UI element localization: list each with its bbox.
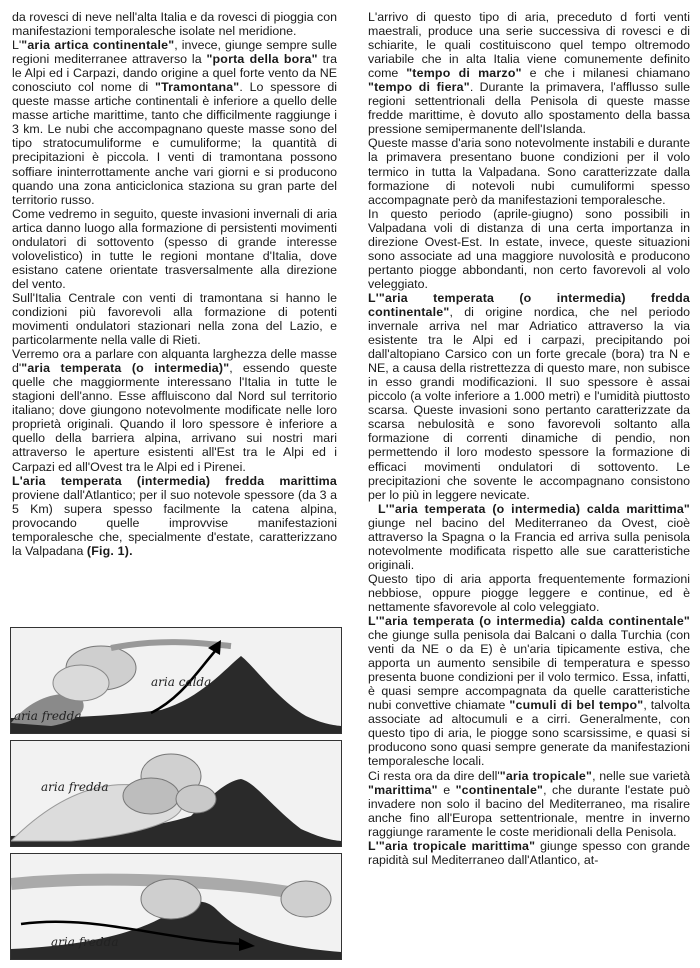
paragraph-text: Ci resta ora da dire dell': [368, 768, 500, 783]
paragraph-text: e: [437, 782, 456, 797]
paragraph-text: da rovesci di neve nell'alta Italia e da rovesci di pioggia con manifestazioni temporalesche isolate nel meridione.: [12, 10, 337, 39]
bold-term: "tempo di fiera": [368, 80, 470, 95]
label-aria-calda-1: aria calda: [151, 675, 212, 689]
bold-term: "porta della bora": [206, 52, 318, 67]
bold-term: L'"aria tropicale marittima": [368, 838, 536, 853]
right_column-paragraph: [368, 136, 690, 206]
paragraph-text: e che i milanesi chiamano: [521, 66, 691, 81]
right_column-paragraph: [368, 572, 690, 614]
paragraph-text: , nelle sue varietà: [592, 768, 690, 783]
left_column-paragraph: [12, 347, 337, 473]
right_column-paragraph: [368, 614, 690, 769]
left-column: [12, 10, 337, 558]
left_column-paragraph: [12, 38, 337, 207]
figure-1: [10, 627, 340, 960]
paragraph-text: L'arrivo di questo tipo di aria, preceduto d forti venti maestrali, produce una serie successiva di rovesci e di schiarite, le quali costituiscono quel tempo oltremodo variabile che in alta Italia viene comunemente definito come: [368, 10, 690, 81]
bold-term: "aria temperata (o intermedia)": [21, 361, 230, 376]
figure-panel-1: [10, 627, 342, 734]
bold-term: "aria tropicale": [499, 768, 593, 783]
bold-term: "cumuli di bel tempo": [509, 698, 644, 713]
paragraph-text: proviene dall'Atlantico; per il suo notevole spessore (da 3 a 5 Km) supera spesso facilmente la catena alpina, provocando quelle improvvise manifestazioni temporalesche che, specialmente d'estate, caratterizzano la Valpadana: [12, 487, 337, 558]
bold-term: "marittima": [368, 782, 438, 797]
left_column-paragraph: [12, 474, 337, 558]
paragraph-text: , essendo queste quelle che maggiormente interessano l'Italia in tutte le stagioni dell'anno. Esse affluiscono dal Nord sul territorio italiano; dove giungono notevolmente modificate nelle loro proprietà originali. Quando il loro spessore è inferiore a quello della barriera alpina, arrivano sui nostri mari attraverso le aperture esistenti all'Est tra le Alpi ed i Carpazi ed all'Ovest tra le Alpi ed i Pirenei.: [12, 361, 337, 474]
bold-term: "tempo di marzo": [406, 66, 522, 81]
paragraph-text: Queste masse d'aria sono notevolmente instabili e durante la primavera presentano buone condizioni per il volo termico in tutta la Valpadana. Sono caratterizzate dalla formazione di notevoli nubi cumuliformi spesso accompagnate però da manifestazioni temporalesche.: [368, 136, 690, 207]
paragraph-text: Sull'Italia Centrale con venti di tramontana si hanno le condizioni più favorevoli alla formazione di potenti movimenti ondulatori stazionari nella zona del Lazio, e particolarmente nella valle di Rieti.: [12, 290, 337, 348]
right_column-paragraph: [368, 839, 690, 867]
right_column-paragraph: [368, 207, 690, 291]
paragraph-text: , che durante l'estate può invadere non solo il bacino del Mediterraneo, ma risalire anche fino all'Europa settentrionale, mentre in inverno raggiunge raramente le coste meridionali della Penisola.: [368, 782, 690, 839]
paragraph-text: L': [12, 38, 22, 53]
figure-panel-2: [10, 740, 342, 847]
bold-term: L'aria temperata (intermedia) fredda marittima: [12, 473, 337, 488]
right_column-paragraph: [368, 291, 690, 502]
right_column-paragraph: [368, 10, 690, 136]
paragraph-text: Questo tipo di aria apporta frequentemente formazioni nebbiose, oppure piogge leggere e continue, ed è nettamente sfavorevole al colo veleggiato.: [368, 571, 690, 614]
bold-term: (Fig. 1).: [86, 543, 133, 558]
cloud-shape-3: [141, 879, 201, 919]
paragraph-text: . Durante la primavera, l'afflusso sulle regioni settentrionali della Penisola di queste masse fredde marittime, è dovuto allo spostamento della bassa pressione semipermanente dell'Islanda.: [368, 80, 690, 137]
bold-term: "aria artica continentale": [21, 38, 175, 53]
paragraph-text: giunge spesso con grande rapidità sul Mediterraneo dall'Atlantico, at-: [368, 838, 691, 867]
right_column-paragraph: [368, 502, 690, 572]
paragraph-text: , di origine nordica, che nel periodo invernale arriva nel mar Adriatico attraverso la via esistente tra le Alpi ed i carpazi, precipitando poi dall'altopiano Carsico con un forte grecale (bora) tra N e NE, a causa della ristrettezza di questo mare, non subisce in esso grandi modificazioni. Il suo spessore è assai piccolo (a volte inferiore a 1.000 metri) e l'umidità piuttosto scarsa. Queste invasioni sono pertanto caratterizzate da scarsa nebulosità e sono favorevoli soltanto alla formazione di correnti dinamiche di pendio, non permettendo il loro modesto spessore la formazione di efficaci movimenti ondulatori di sottovento. Le precipitazioni che sovente le accompagnano consistono per lo più in leggere nevicate.: [368, 304, 690, 502]
paragraph-text: . Lo spessore di queste masse artiche continentali è inferiore a quello delle masse artiche marittime, tanto che difficilmente raggiunge i 3 km. Le nubi che accompagnano queste masse sono del tipo stratocumuliforme e cumuliforme; la quantità di precipitazioni è piccola. I venti di tramontana possono soffiare ininterrottamente anche vari giorni e si producono quando una zona anticiclonica staziona su gran parte del territorio russo.: [12, 80, 337, 207]
paragraph-text: Come vedremo in seguito, queste invasioni invernali di aria artica danno luogo alla formazione di persistenti movimenti ondulatori di sottovento (spesso di grande interesse volovelistico) in tutte le regioni montane d'Italia, dove esistano catene orientate trasversalmente alla direzione del vento.: [12, 206, 337, 291]
paragraph-text: In questo periodo (aprile-giugno) sono possibili in Valpadana voli di distanza di una certa importanza in direzione Ovest-Est. In estate, invece, queste situazioni sono associate ad una maggiore nuvolosità e producono pertanto piogge abbondanti, non certo favorevoli al volo veleggiato.: [368, 206, 690, 291]
bold-term: L'"aria temperata (o intermedia) fredda continentale": [368, 290, 690, 319]
left_column-paragraph: [12, 291, 337, 347]
left_column-paragraph: [12, 10, 337, 38]
paragraph-text: , talvolta associate ad altocumuli e a cirri. Generalmente, con questo tipo di aria, le piogge sono scarsissime, e quasi si producono sono quasi sempre generate da manifestazioni temporalesche locali.: [368, 698, 690, 769]
figure-panel-3: [10, 853, 342, 960]
paragraph-text: giunge nel bacino del Mediterraneo da Ovest, cioè attraverso la Spagna o la Francia ed arriva sulla penisola notevolmente modificata rispetto alle sue caratteristiche originali.: [368, 515, 690, 572]
label-aria-fredda-1: aria fredda: [14, 709, 82, 723]
paragraph-text: Verremo ora a parlare con alquanta larghezza delle masse d': [12, 347, 337, 376]
bold-term: "continentale": [455, 782, 544, 797]
bold-term: "Tramontana": [155, 80, 240, 95]
label-aria-fredda-2: aria fredda: [41, 780, 109, 794]
paragraph-text: che giunge sulla penisola dai Balcani o dalla Turchia (con venti da NE o da E) è un'aria tipicamente estiva, che apporta un aumento sensibile di temperatura e spesso presenta buone condizioni per il volo termico. Essa, infatti, è quasi sempre accompagnata da quelle caratteristiche nubi convettive chiamate: [368, 628, 690, 713]
right-column: [368, 10, 690, 867]
bold-term: L'"aria temperata (o intermedia) calda continentale": [368, 614, 690, 629]
label-aria-fredda-3: aria fredda: [51, 935, 119, 949]
right_column-paragraph: [368, 769, 690, 839]
paragraph-text: , invece, giunge sempre sulle regioni mediterranee attraverso la: [12, 38, 337, 67]
left_column-paragraph: [12, 207, 337, 291]
paragraph-text: tra le Alpi ed i Carpazi, dando origine a quel forte vento da NE conosciuto col nome di: [12, 52, 337, 95]
bold-term: L'"aria temperata (o intermedia) calda marittima": [378, 501, 690, 516]
